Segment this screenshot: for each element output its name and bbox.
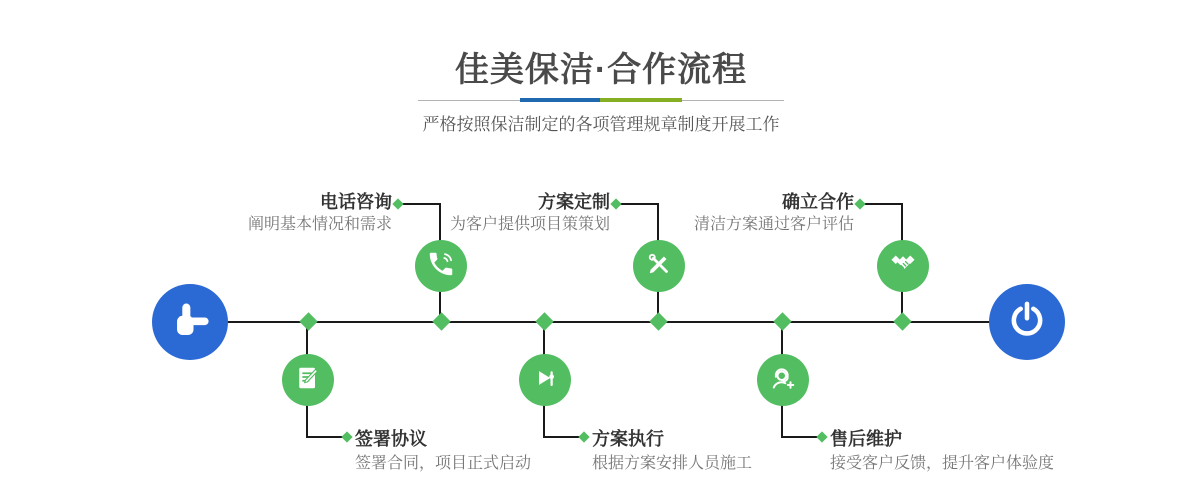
step-desc: 接受客户反馈，提升客户体验度 — [830, 455, 1055, 472]
timeline-node-diamond — [649, 312, 667, 330]
step-desc: 签署合同，项目正式启动 — [355, 455, 532, 472]
connector-line — [306, 436, 346, 438]
execute-icon — [530, 363, 560, 398]
timeline-node-diamond — [299, 312, 317, 330]
pen-tools-icon-circle — [633, 240, 685, 292]
label-diamond — [854, 198, 865, 209]
handshake-icon-circle — [877, 240, 929, 292]
timeline-start-circle — [152, 284, 228, 360]
contract-icon — [293, 363, 323, 398]
step-title: 售后维护 — [830, 429, 902, 449]
divider-blue-segment — [520, 98, 600, 102]
step-desc: 阐明基本情况和需求 — [247, 216, 392, 233]
step-title: 签署协议 — [355, 429, 427, 449]
step-desc: 清洁方案通过客户评估 — [693, 216, 854, 233]
timeline-node-diamond — [773, 312, 791, 330]
page-subtitle: 严格按照保洁制定的各项管理规章制度开展工作 — [422, 115, 780, 134]
step-desc: 为客户提供项目策策划 — [449, 216, 610, 233]
step-label-top — [554, 190, 854, 236]
connector-line — [864, 203, 903, 205]
step-title: 确立合作 — [782, 192, 854, 212]
execute-icon-circle — [519, 354, 571, 406]
step-title: 电话咨询 — [320, 192, 392, 212]
pen-tools-icon — [644, 249, 674, 284]
step-desc: 根据方案安排人员施工 — [592, 455, 753, 472]
step-icon-circle — [415, 240, 467, 292]
page-title: 佳美保洁·合作流程 — [454, 51, 748, 89]
hand-pointing-right-icon — [169, 299, 211, 346]
customer-service-icon-circle — [757, 354, 809, 406]
contract-icon-circle — [282, 354, 334, 406]
customer-service-icon — [768, 363, 798, 398]
phone-icon — [426, 249, 456, 284]
step-title: 方案定制 — [538, 192, 610, 212]
power-icon — [1006, 299, 1048, 346]
step-title: 方案执行 — [592, 429, 664, 449]
timeline-node-diamond — [535, 312, 553, 330]
timeline-end-circle — [989, 284, 1065, 360]
step-label-bottom — [830, 428, 1150, 475]
label-diamond — [341, 431, 352, 442]
divider-green-segment — [600, 98, 682, 102]
timeline-node-diamond — [432, 312, 450, 330]
timeline-node-diamond — [893, 312, 911, 330]
handshake-icon — [888, 249, 918, 284]
